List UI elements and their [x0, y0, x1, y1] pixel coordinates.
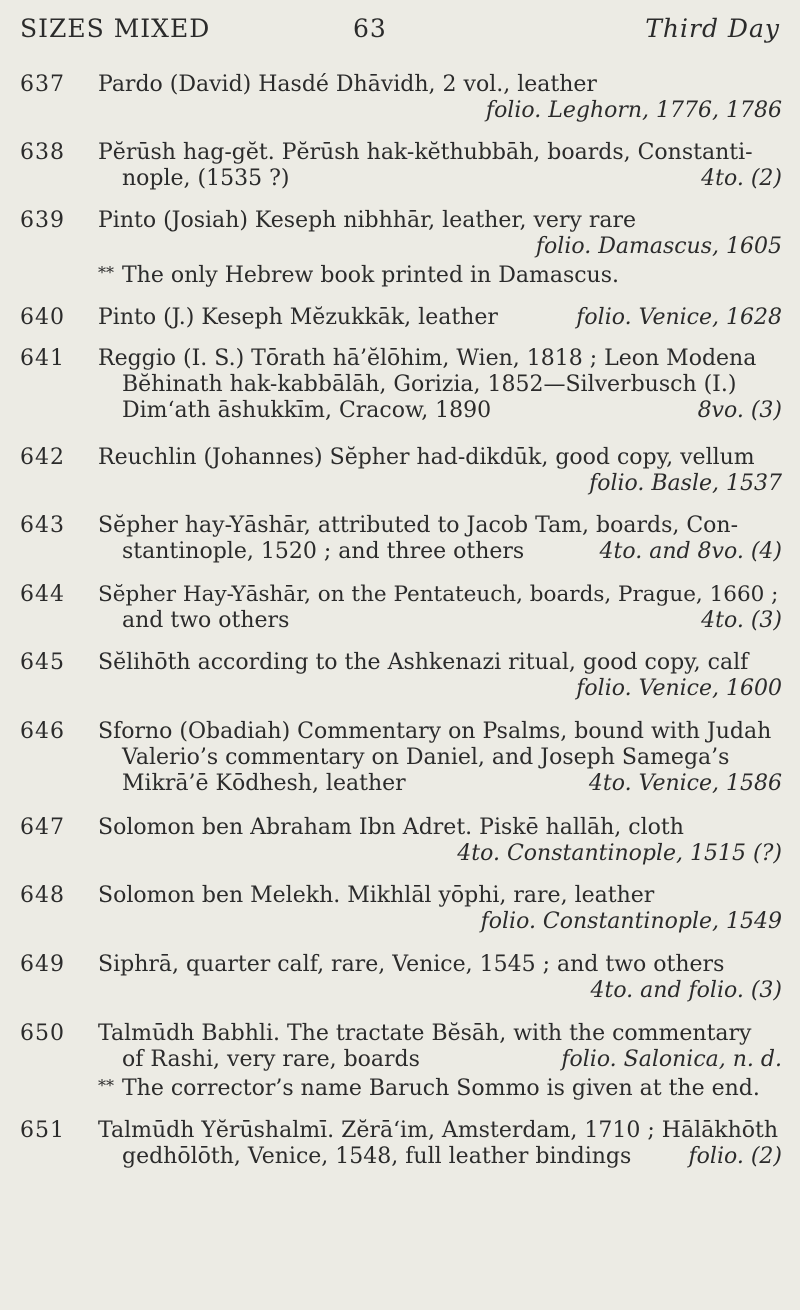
- entry-line: 4to. and folio. (3): [590, 978, 782, 1003]
- lot-number: 639: [20, 208, 65, 233]
- entry-line: [98, 1144, 782, 1170]
- lot-number: 650: [20, 1021, 65, 1046]
- note-marker: **: [98, 1076, 114, 1095]
- entry-text: [98, 1021, 782, 1099]
- note-marker: **: [98, 263, 114, 282]
- entry-format: 4to. (2): [701, 166, 782, 191]
- entry-line: Sĕpher hay-Yāshār, attributed to Jacob Tam, boards, Con-: [98, 513, 739, 538]
- lot-number: 640: [20, 305, 65, 330]
- lot-number: 637: [20, 72, 65, 97]
- lot-number: 648: [20, 883, 65, 908]
- entry-line: Pĕrūsh hag-gĕt. Pĕrūsh hak-kĕthubbāh, boards, Constanti-: [98, 140, 753, 165]
- entry-text: [98, 815, 782, 867]
- entry-line: [98, 305, 782, 331]
- entry-line: Sĕlihōth according to the Ashkenazi ritual, good copy, calf: [98, 650, 749, 675]
- entry-line: folio. Leghorn, 1776, 1786: [485, 98, 782, 123]
- entry-text: [98, 445, 782, 497]
- entry-line: Talmūdh Yĕrūshalmī. Zĕrā‘im, Amsterdam, 1710 ; Hālākhōth: [98, 1118, 778, 1143]
- page-number: 63: [353, 14, 387, 43]
- entry-format: folio. Salonica, n. d.: [561, 1047, 782, 1072]
- lot-number: 651: [20, 1118, 65, 1143]
- entry-line-main: Pinto (J.) Keseph Mĕzukkāk, leather: [98, 305, 498, 330]
- entry-format: folio. Venice, 1628: [576, 305, 782, 330]
- entry-text: [98, 719, 782, 797]
- entry-line: Reuchlin (Johannes) Sĕpher had-dikdūk, good copy, vellum: [98, 445, 755, 470]
- entry-text: [98, 952, 782, 1004]
- entry-line: Talmūdh Babhli. The tractate Bĕsāh, with the commentary: [98, 1021, 752, 1046]
- entry-line: 4to. Constantinople, 1515 (?): [457, 841, 782, 866]
- entry-text: [98, 346, 782, 424]
- entry-text: [98, 305, 782, 331]
- entry-line: [98, 771, 782, 797]
- lot-number: 641: [20, 346, 65, 371]
- note-text: The corrector’s name Baruch Sommo is given at the end.: [122, 1076, 760, 1101]
- entry-text: [98, 72, 782, 124]
- note-text: The only Hebrew book printed in Damascus.: [122, 263, 620, 288]
- entry-line-main: Dim‘ath āshukkīm, Cracow, 1890: [122, 398, 492, 423]
- entry-line: [98, 398, 782, 424]
- entry-line: folio. Basle, 1537: [589, 471, 782, 496]
- entry-line: Bĕhinath hak-kabbālāh, Gorizia, 1852—Silverbusch (I.): [122, 372, 737, 397]
- entry-line: Reggio (I. S.) Tōrath hā’ĕlōhim, Wien, 1818 ; Leon Modena: [98, 346, 757, 371]
- lot-number: 646: [20, 719, 65, 744]
- entry-line-main: of Rashi, very rare, boards: [122, 1047, 420, 1072]
- entry-text: [98, 140, 782, 192]
- lot-number: 638: [20, 140, 65, 165]
- entry-line: Solomon ben Melekh. Mikhlāl yōphi, rare, leather: [98, 883, 655, 908]
- entry-line: Sforno (Obadiah) Commentary on Psalms, bound with Judah: [98, 719, 772, 744]
- entry-line-main: and two others: [122, 608, 290, 633]
- entry-format: 4to. Venice, 1586: [588, 771, 782, 796]
- entry-line: Sĕpher Hay-Yāshār, on the Pentateuch, boards, Prague, 1660 ;: [98, 582, 779, 607]
- entry-text: [98, 650, 782, 702]
- entry-line: [98, 1047, 782, 1073]
- lot-number: 649: [20, 952, 65, 977]
- lot-number: 642: [20, 445, 65, 470]
- entry-text: [98, 883, 782, 935]
- entry-line: folio. Constantinople, 1549: [480, 909, 782, 934]
- entry-note: [98, 260, 782, 286]
- entry-format: folio. (2): [688, 1144, 782, 1169]
- entry-line: Valerio’s commentary on Daniel, and Joseph Samega’s: [122, 745, 730, 770]
- lot-number: 644: [20, 582, 65, 607]
- entry-format: 4to. and 8vo. (4): [599, 539, 782, 564]
- entry-text: [98, 513, 782, 565]
- entry-line: Siphrā, quarter calf, rare, Venice, 1545 ; and two others: [98, 952, 725, 977]
- entry-line-main: nople, (1535 ?): [122, 166, 290, 191]
- entry-line: [98, 166, 782, 192]
- entry-line: Pinto (Josiah) Keseph nibhhār, leather, very rare: [98, 208, 637, 233]
- entry-text: [98, 1118, 782, 1170]
- lot-number: 643: [20, 513, 65, 538]
- entry-note: [98, 1073, 782, 1099]
- lot-number: 645: [20, 650, 65, 675]
- lot-number: 647: [20, 815, 65, 840]
- entry-line-main: Mikrā’ē Kōdhesh, leather: [122, 771, 406, 796]
- entry-line-main: gedhōlōth, Venice, 1548, full leather bindings: [122, 1144, 632, 1169]
- header-day-label: Third Day: [645, 14, 780, 43]
- page-header: [20, 14, 780, 54]
- entry-line: Solomon ben Abraham Ibn Adret. Piskē hallāh, cloth: [98, 815, 684, 840]
- entry-line-main: stantinople, 1520 ; and three others: [122, 539, 525, 564]
- entry-line: folio. Damascus, 1605: [535, 234, 782, 259]
- entry-format: 4to. (3): [701, 608, 782, 633]
- entry-text: [98, 208, 782, 286]
- header-section-title: SIZES MIXED: [20, 14, 211, 43]
- entry-line: Pardo (David) Hasdé Dhāvidh, 2 vol., leather: [98, 72, 597, 97]
- entry-line: [98, 539, 782, 565]
- entry-format: 8vo. (3): [697, 398, 782, 423]
- entry-line: [98, 608, 782, 634]
- entry-text: [98, 582, 782, 634]
- entry-line: folio. Venice, 1600: [576, 676, 782, 701]
